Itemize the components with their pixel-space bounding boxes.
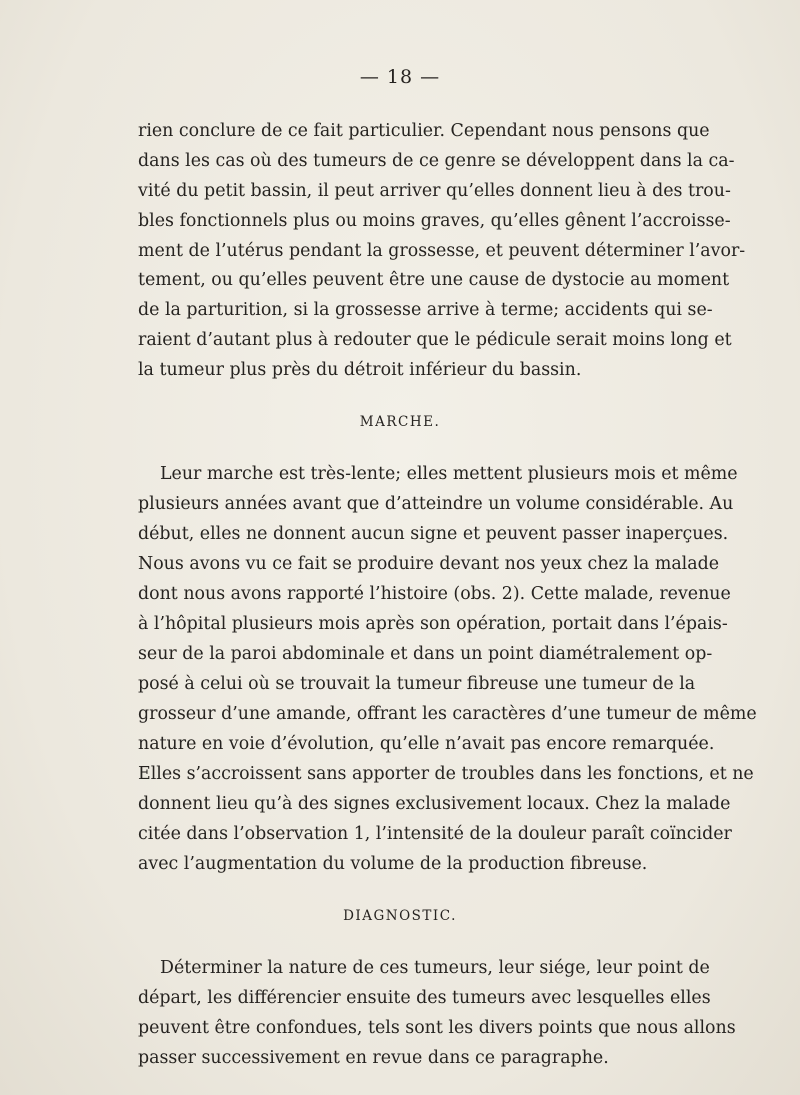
text-line: passer successivement en revue dans ce paragraphe.	[138, 1048, 609, 1068]
page-number: — 18 —	[359, 66, 441, 88]
text-line: Leur marche est très-lente; elles mettent plusieurs mois et même	[160, 464, 738, 484]
section-title-diagnostic: DIAGNOSTIC.	[343, 908, 457, 924]
section-title-marche: MARCHE.	[359, 414, 441, 430]
text-line: Elles s’accroissent sans apporter de troubles dans les fonctions, et ne	[138, 764, 754, 784]
text-line: nature en voie d’évolution, qu’elle n’avait pas encore remarquée.	[138, 734, 715, 754]
text-line: grosseur d’une amande, offrant les caractères d’une tumeur de même	[138, 704, 757, 724]
text-line: départ, les différencier ensuite des tumeurs avec lesquelles elles	[138, 988, 711, 1008]
text-line: peuvent être confondues, tels sont les divers points que nous allons	[138, 1018, 736, 1038]
text-line: donnent lieu qu’à des signes exclusivement locaux. Chez la malade	[138, 794, 731, 814]
text-line: plusieurs années avant que d’atteindre un volume considérable. Au	[138, 494, 734, 514]
text-line: à l’hôpital plusieurs mois après son opération, portait dans l’épais-	[138, 614, 728, 634]
text-line: la tumeur plus près du détroit inférieur du bassin.	[138, 360, 582, 380]
text-line: posé à celui où se trouvait la tumeur fibreuse une tumeur de la	[138, 674, 696, 694]
text-line: vité du petit bassin, il peut arriver qu’elles donnent lieu à des trou-	[138, 181, 731, 201]
text-line: raient d’autant plus à redouter que le pédicule serait moins long et	[138, 330, 732, 350]
text-line: dans les cas où des tumeurs de ce genre se développent dans la ca-	[138, 151, 735, 171]
text-line: Nous avons vu ce fait se produire devant nos yeux chez la malade	[138, 554, 720, 574]
text-line: bles fonctionnels plus ou moins graves, qu’elles gênent l’accroisse-	[138, 211, 731, 231]
text-line: rien conclure de ce fait particulier. Cependant nous pensons que	[138, 121, 710, 141]
text-line: de la parturition, si la grossesse arrive à terme; accidents qui se-	[138, 300, 713, 320]
text-line: début, elles ne donnent aucun signe et peuvent passer inaperçues.	[138, 524, 729, 544]
text-line: tement, ou qu’elles peuvent être une cause de dystocie au moment	[138, 270, 730, 290]
text-line: seur de la paroi abdominale et dans un point diamétralement op-	[138, 644, 713, 664]
text-line: avec l’augmentation du volume de la production fibreuse.	[138, 854, 648, 874]
text-line: citée dans l’observation 1, l’intensité de la douleur paraît coïncider	[138, 824, 732, 844]
text-line: ment de l’utérus pendant la grossesse, et peuvent déterminer l’avor-	[138, 241, 746, 261]
text-line: Déterminer la nature de ces tumeurs, leur siége, leur point de	[160, 958, 710, 978]
text-line: dont nous avons rapporté l’histoire (obs. 2). Cette malade, revenue	[138, 584, 731, 604]
